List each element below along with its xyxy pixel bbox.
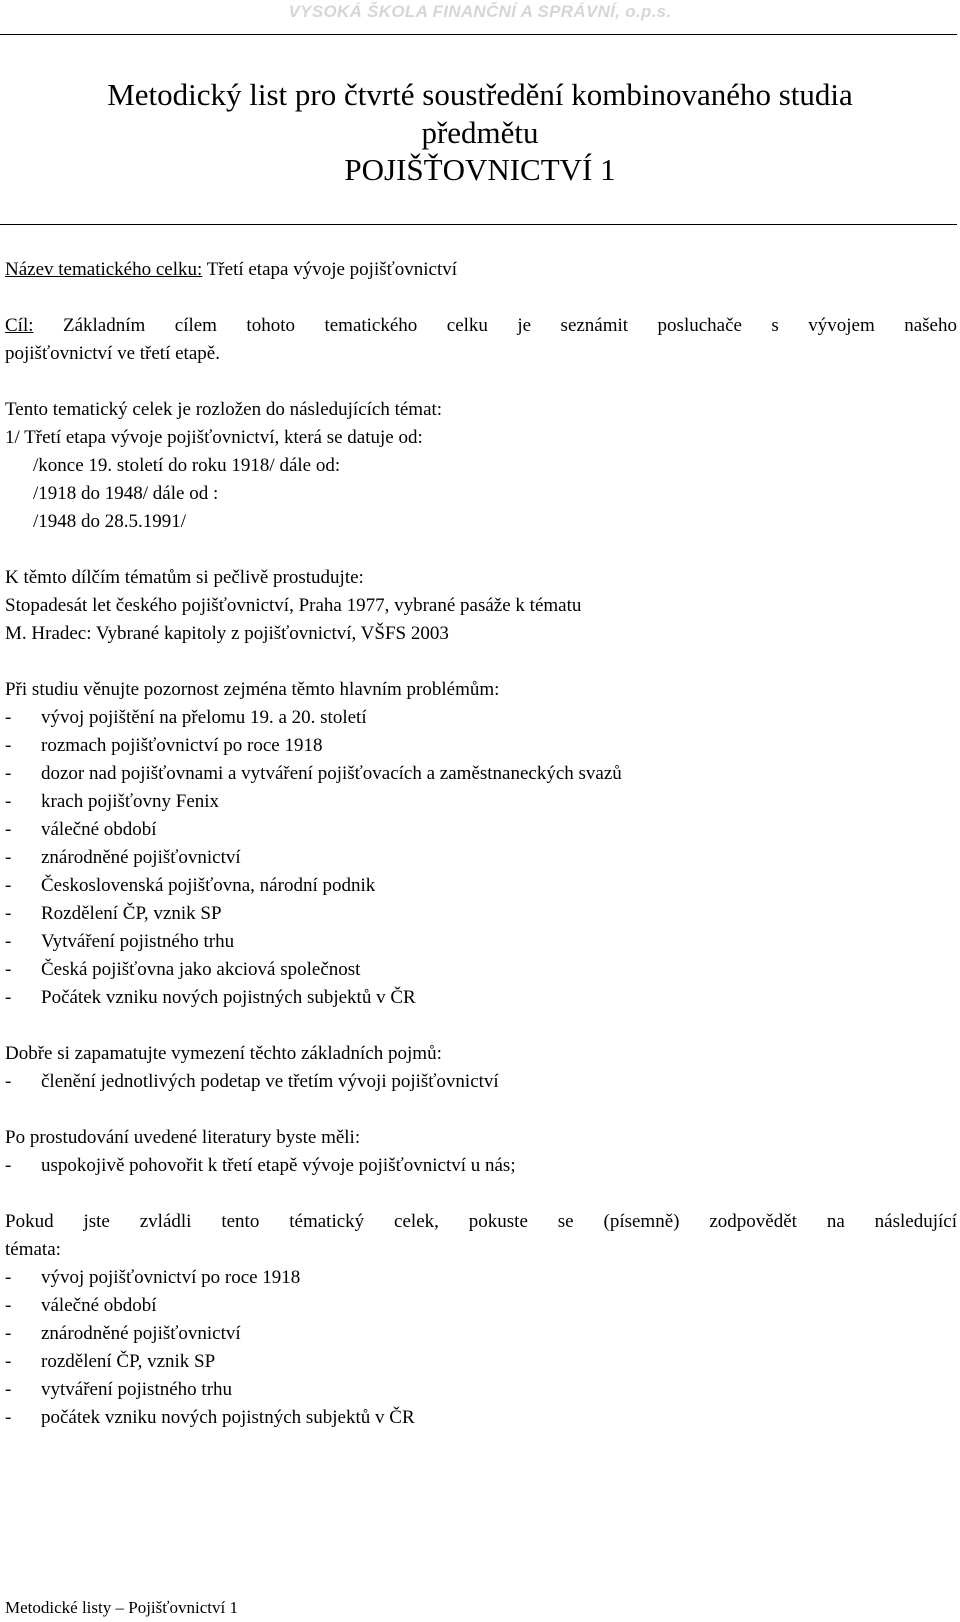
goal-text1: Základním cílem tohoto tematického celku je seznámit posluchače s vývojem našeho [33,315,957,336]
topic-line [5,258,457,282]
list-item: - Vytváření pojistného trhu [5,931,235,952]
study-heading: K těmto dílčím tématům si pečlivě prostudujte: [5,567,364,588]
list-item: - vývoj pojištění na přelomu 19. a 20. století [5,707,367,728]
list-item: - znárodněné pojišťovnictví [5,1323,241,1344]
list-item: - členění jednotlivých podetap ve třetím vývoji pojišťovnictví [5,1071,499,1092]
document-title-line2: předmětu [421,115,539,150]
document-title-line3: POJIŠŤOVNICTVÍ 1 [344,152,616,187]
questions-intro-line1: Pokud jste zvládli tento tématický celek, pokuste se (písemně) zodpovědět na následující [5,1211,957,1232]
study-line1: Stopadesát let českého pojišťovnictví, Praha 1977, vybrané pasáže k tématu [5,595,582,616]
page-footer: Metodické listy – Pojišťovnictví 1 [5,1598,238,1617]
breakdown-sub2: /1918 do 1948/ dále od : [33,483,219,504]
list-item: - Česká pojišťovna jako akciová společnost [5,959,361,980]
list-item: - znárodněné pojišťovnictví [5,847,241,868]
goal-line1 [5,314,957,338]
list-item: - válečné období [5,1295,157,1316]
list-item: - válečné období [5,819,157,840]
list-item: - počátek vzniku nových pojistných subjektů v ČR [5,1407,415,1428]
list-item: - Rozdělení ČP, vznik SP [5,903,222,924]
list-item: - dozor nad pojišťovnami a vytváření pojišťovacích a zaměstnaneckých svazů [5,763,622,784]
attention-heading: Při studiu věnujte pozornost zejména těmto hlavním problémům: [5,679,500,700]
topic-label: Název tematického celku: [5,259,203,280]
goal-line2: pojišťovnictví ve třetí etapě. [5,343,220,364]
list-item: - rozdělení ČP, vznik SP [5,1351,216,1372]
questions-intro-line2: témata: [5,1239,61,1260]
breakdown-sub3: /1948 do 28.5.1991/ [33,511,187,532]
document-title-line1: Metodický list pro čtvrté soustředění kombinovaného studia [107,77,853,112]
list-item: - vývoj pojišťovnictví po roce 1918 [5,1267,301,1288]
breakdown-heading: Tento tematický celek je rozložen do následujících témat: [5,399,443,420]
topic-value: Třetí etapa vývoje pojišťovnictví [202,259,458,280]
list-item: - Počátek vzniku nových pojistných subjektů v ČR [5,987,416,1008]
list-item: - krach pojišťovny Fenix [5,791,220,812]
title-rule [0,224,957,225]
breakdown-item1: 1/ Třetí etapa vývoje pojišťovnictví, která se datuje od: [5,427,423,448]
list-item: - Československá pojišťovna, národní podnik [5,875,376,896]
list-item: - rozmach pojišťovnictví po roce 1918 [5,735,323,756]
goal-label: Cíl: [5,315,34,336]
list-item: - vytváření pojistného trhu [5,1379,233,1400]
list-item: - uspokojivě pohovořit k třetí etapě vývoje pojišťovnictví u nás; [5,1155,516,1176]
header-rule [0,34,957,35]
terms-heading: Dobře si zapamatujte vymezení těchto základních pojmů: [5,1043,442,1064]
school-header: VYSOKÁ ŠKOLA FINANČNÍ A SPRÁVNÍ, o.p.s. [288,2,672,21]
study-line2: M. Hradec: Vybrané kapitoly z pojišťovnictví, VŠFS 2003 [5,623,449,644]
breakdown-sub1: /konce 19. století do roku 1918/ dále od: [33,455,341,476]
outcome-heading: Po prostudování uvedené literatury byste měli: [5,1127,361,1148]
